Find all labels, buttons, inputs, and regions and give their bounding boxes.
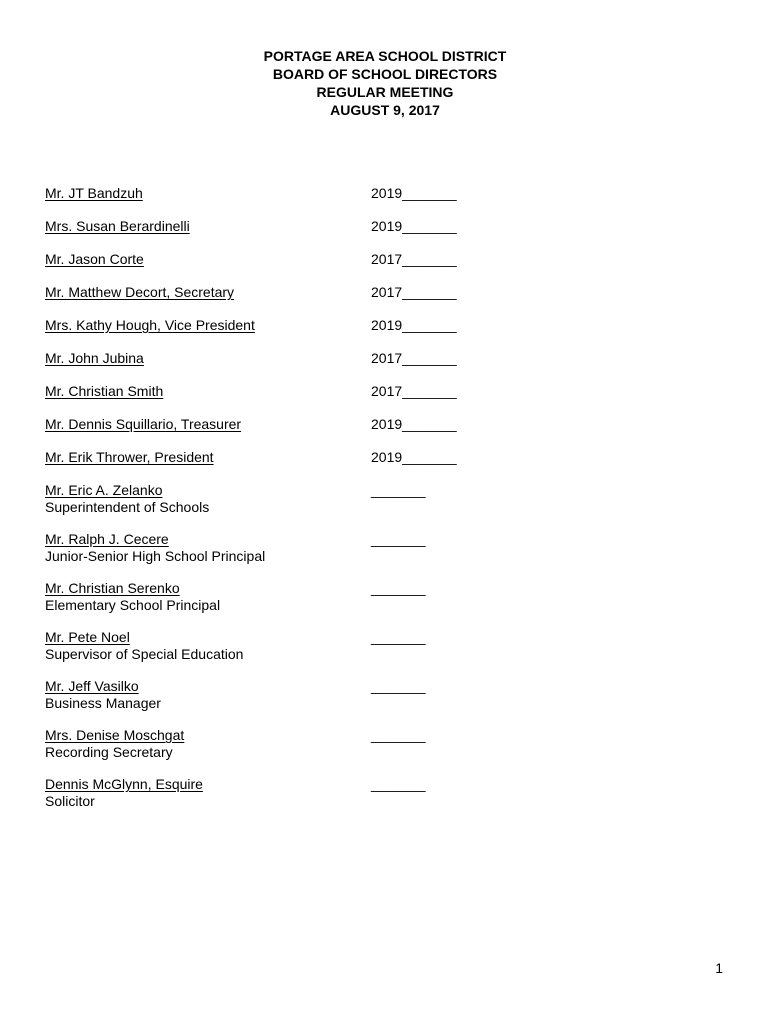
staff-role: Elementary School Principal <box>45 597 221 613</box>
attendance-mark: _______ <box>371 580 426 596</box>
attendance-list <box>45 185 725 825</box>
staff-name: Mr. Jeff Vasilko <box>45 678 139 694</box>
member-name: Mr. Jason Corte <box>45 251 144 267</box>
staff-row <box>45 776 725 825</box>
member-name: Mr. Christian Smith <box>45 383 164 399</box>
attendance-mark: _______ <box>371 629 426 645</box>
member-name: Mrs. Kathy Hough, Vice President <box>45 317 255 333</box>
term-year: 2019_______ <box>371 317 457 333</box>
district-name: PORTAGE AREA SCHOOL DISTRICT <box>263 48 507 64</box>
staff-role: Superintendent of Schools <box>45 499 210 515</box>
staff-role: Business Manager <box>45 695 161 711</box>
member-name: Mr. John Jubina <box>45 350 144 366</box>
board-member-row <box>45 416 725 449</box>
staff-name: Mr. Ralph J. Cecere <box>45 531 169 547</box>
board-member-row <box>45 383 725 416</box>
staff-row <box>45 580 725 629</box>
attendance-mark: _______ <box>371 482 426 498</box>
attendance-mark: _______ <box>371 531 426 547</box>
staff-row <box>45 482 725 531</box>
staff-row <box>45 678 725 727</box>
staff-role: Solicitor <box>45 793 95 809</box>
board-member-row <box>45 218 725 251</box>
staff-row <box>45 531 725 580</box>
staff-role: Recording Secretary <box>45 744 173 760</box>
board-member-row <box>45 251 725 284</box>
term-year: 2017_______ <box>371 383 457 399</box>
page-number: 1 <box>715 960 723 976</box>
staff-name: Mr. Pete Noel <box>45 629 130 645</box>
term-year: 2017_______ <box>371 284 457 300</box>
staff-row <box>45 727 725 776</box>
board-name: BOARD OF SCHOOL DIRECTORS <box>272 66 498 82</box>
staff-name: Mrs. Denise Moschgat <box>45 727 185 743</box>
member-name: Mrs. Susan Berardinelli <box>45 218 190 234</box>
staff-name: Mr. Christian Serenko <box>45 580 180 596</box>
member-name: Mr. Dennis Squillario, Treasurer <box>45 416 242 432</box>
member-name: Mr. Erik Thrower, President <box>45 449 214 465</box>
attendance-mark: _______ <box>371 776 426 792</box>
staff-name: Mr. Eric A. Zelanko <box>45 482 163 498</box>
attendance-mark: _______ <box>371 678 426 694</box>
member-name: Mr. Matthew Decort, Secretary <box>45 284 235 300</box>
term-year: 2019_______ <box>371 449 457 465</box>
member-name: Mr. JT Bandzuh <box>45 185 143 201</box>
staff-role: Supervisor of Special Education <box>45 646 244 662</box>
staff-row <box>45 629 725 678</box>
attendance-mark: _______ <box>371 727 426 743</box>
term-year: 2017_______ <box>371 251 457 267</box>
staff-role: Junior-Senior High School Principal <box>45 548 266 564</box>
board-member-row <box>45 317 725 350</box>
term-year: 2017_______ <box>371 350 457 366</box>
board-member-row <box>45 185 725 218</box>
meeting-type: REGULAR MEETING <box>316 84 454 100</box>
board-member-row <box>45 449 725 482</box>
document-header <box>0 47 770 119</box>
board-member-row <box>45 350 725 383</box>
staff-name: Dennis McGlynn, Esquire <box>45 776 203 792</box>
term-year: 2019_______ <box>371 185 457 201</box>
term-year: 2019_______ <box>371 416 457 432</box>
term-year: 2019_______ <box>371 218 457 234</box>
board-member-row <box>45 284 725 317</box>
meeting-date: AUGUST 9, 2017 <box>330 102 440 118</box>
